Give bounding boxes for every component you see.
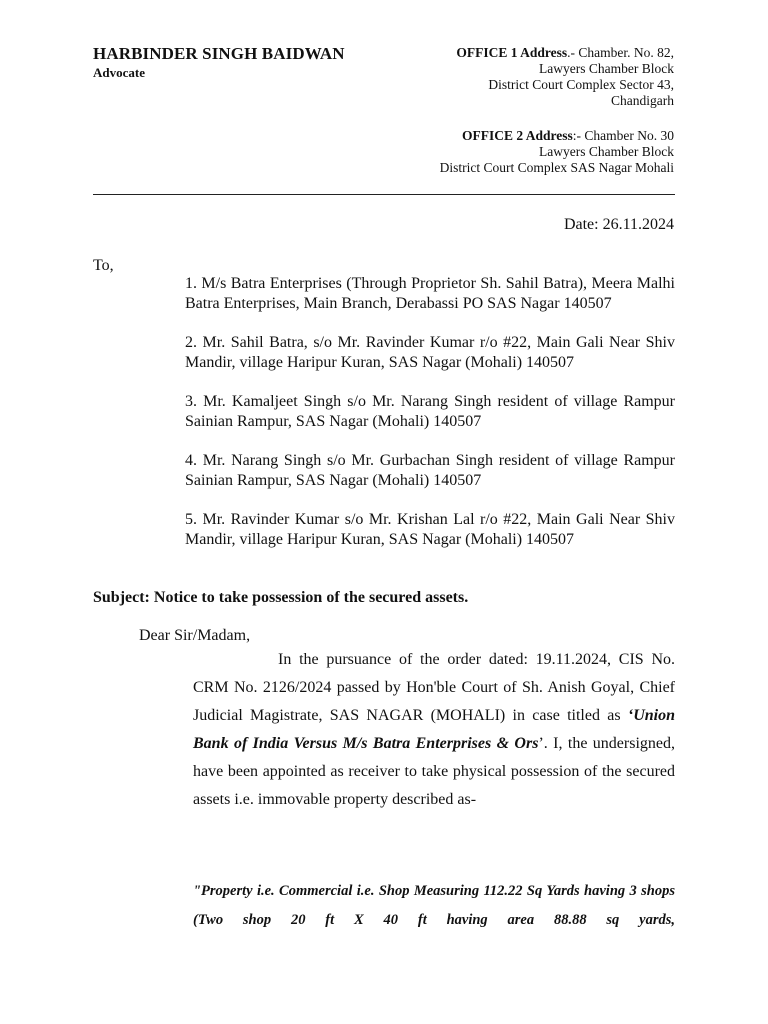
- office-1-line: Chandigarh: [611, 93, 674, 108]
- advocate-name: HARBINDER SINGH BAIDWAN: [93, 44, 345, 63]
- office-2-first-line: :- Chamber No. 30: [572, 128, 674, 143]
- case-title: Union Bank of India Versus M/s Batra Enterprises & Ors: [193, 707, 675, 752]
- property-description: "Property i.e. Commercial i.e. Shop Measuring 112.22 Sq Yards having 3 shops (Two shop 20 ft X 40 ft having area 88.88 sq yards,: [193, 883, 675, 928]
- recipient-item: 2. Mr. Sahil Batra, s/o Mr. Ravinder Kumar r/o #22, Main Gali Near Shiv Mandir, village Haripur Kuran, SAS Nagar (Mohali) 140507: [185, 334, 675, 371]
- office-1-line: Lawyers Chamber Block: [539, 61, 674, 76]
- subject-line: Subject: Notice to take possession of the secured assets.: [93, 589, 469, 606]
- salutation: Dear Sir/Madam,: [139, 627, 251, 644]
- letter-date: Date: 26.11.2024: [563, 216, 674, 233]
- body-text-part1: In the pursuance of the order dated: 19.11.2024, CIS No. CRM No. 2126/2024 passed by Hon'ble Court of Sh. Anish Goyal, Chief Judicial Magistrate, SAS NAGAR (MOHALI) in case titled as: [193, 651, 675, 724]
- office-1-label: OFFICE 1 Address: [456, 45, 568, 60]
- to-label: To,: [93, 257, 114, 274]
- case-title-close-quote: ’: [538, 735, 544, 752]
- office-1-line: District Court Complex Sector 43,: [488, 77, 674, 92]
- body-paragraph: [193, 646, 675, 814]
- recipient-item: 5. Mr. Ravinder Kumar s/o Mr. Krishan Lal r/o #22, Main Gali Near Shiv Mandir, village Haripur Kuran, SAS Nagar (Mohali) 140507: [185, 511, 675, 548]
- office-2-line: District Court Complex SAS Nagar Mohali: [439, 160, 674, 175]
- recipient-item: 1. M/s Batra Enterprises (Through Proprietor Sh. Sahil Batra), Meera Malhi Batra Enterprises, Main Branch, Derabassi PO SAS Nagar 140507: [185, 275, 675, 312]
- recipient-item: 3. Mr. Kamaljeet Singh s/o Mr. Narang Singh resident of village Rampur Sainian Rampur, SAS Nagar (Mohali) 140507: [185, 393, 675, 430]
- advocate-role: Advocate: [93, 65, 145, 80]
- recipient-item: 4. Mr. Narang Singh s/o Mr. Gurbachan Singh resident of village Rampur Sainian Rampur, SAS Nagar (Mohali) 140507: [185, 452, 675, 489]
- letterhead-divider: [93, 194, 675, 195]
- office-2-address: [344, 128, 674, 176]
- office-2-line: Lawyers Chamber Block: [539, 144, 674, 159]
- office-1-address: [344, 45, 674, 109]
- office-2-label: OFFICE 2 Address: [461, 128, 573, 143]
- body-text-part2: . I, the undersigned, have been appointed as receiver to take physical possession of the secured assets i.e. immovable property described as-: [193, 735, 676, 808]
- office-1-first-line: .- Chamber. No. 82,: [567, 45, 674, 60]
- case-title-open-quote: ‘: [627, 707, 634, 724]
- recipient-list: [185, 274, 675, 569]
